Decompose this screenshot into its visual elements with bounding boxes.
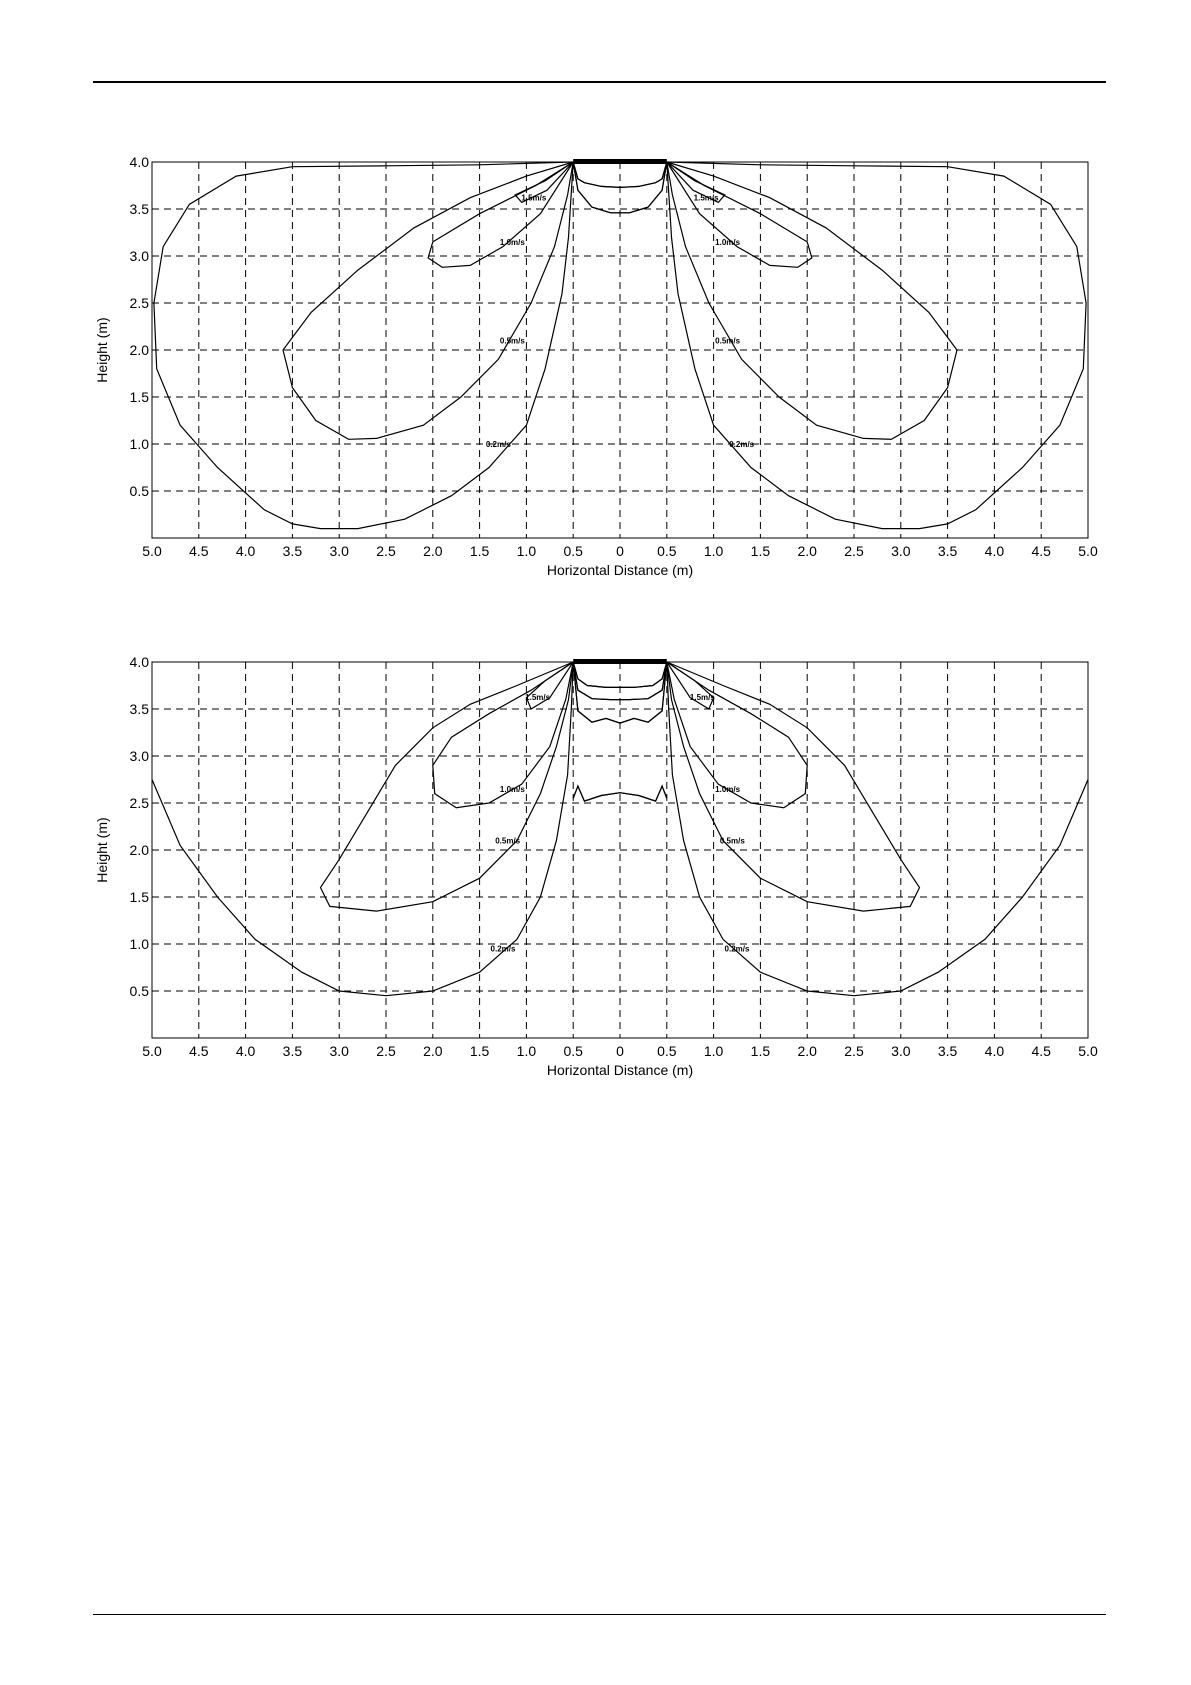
x-tick-label: 1.0 (516, 543, 537, 559)
y-tick-label: 3.5 (129, 201, 149, 217)
contour-label: 1.0m/s (715, 237, 741, 247)
x-tick-label: 3.0 (891, 543, 911, 559)
x-tick-label: 4.0 (984, 1043, 1005, 1059)
contour-chart-2 (0, 640, 1191, 1080)
x-tick-label: 4.0 (235, 543, 256, 559)
x-tick-label: 3.0 (329, 1043, 349, 1059)
y-tick-label: 3.5 (129, 701, 149, 717)
x-tick-label: 2.5 (844, 543, 864, 559)
contour-line-right (667, 162, 957, 439)
x-tick-label: 0.5 (563, 543, 583, 559)
x-tick-label: 1.0 (703, 1043, 724, 1059)
contour-label: 1.0m/s (499, 784, 525, 794)
x-tick-label: 2.0 (423, 1043, 443, 1059)
x-tick-label: 1.0 (516, 1043, 537, 1059)
y-tick-label: 0.5 (129, 983, 149, 999)
x-tick-label: 0.5 (657, 1043, 677, 1059)
y-tick-label: 2.0 (129, 842, 149, 858)
x-tick-label: 2.5 (376, 543, 396, 559)
y-tick-label: 2.5 (129, 795, 149, 811)
contour-label: 0.5m/s (495, 836, 521, 846)
contour-line-right (667, 162, 812, 267)
y-tick-label: 1.0 (129, 936, 149, 952)
x-tick-label: 5.0 (1078, 543, 1098, 559)
contour-label: 1.0m/s (499, 237, 525, 247)
contour-line-right (667, 662, 714, 709)
x-tick-label: 1.0 (703, 543, 724, 559)
contour-label: 1.0m/s (715, 784, 741, 794)
x-tick-label: 4.0 (235, 1043, 256, 1059)
x-tick-label: 3.0 (891, 1043, 911, 1059)
x-tick-label: 5.0 (142, 1043, 162, 1059)
x-tick-label: 0.5 (657, 543, 677, 559)
x-tick-label: 3.5 (937, 543, 958, 559)
contour-label: 0.5m/s (719, 836, 745, 846)
y-tick-label: 1.5 (129, 389, 149, 405)
y-tick-label: 3.0 (129, 748, 149, 764)
x-tick-label: 2.5 (844, 1043, 864, 1059)
ceiling-fixture (573, 659, 667, 664)
contour-line-left (283, 162, 573, 439)
x-axis-title: Horizontal Distance (m) (546, 1062, 694, 1078)
contour-chart-2-svg (0, 640, 1191, 1080)
x-tick-label: 1.5 (469, 543, 490, 559)
y-tick-label: 1.5 (129, 889, 149, 905)
contour-label: 1.5m/s (693, 193, 719, 203)
x-tick-label: 3.5 (937, 1043, 958, 1059)
x-tick-label: 1.5 (750, 1043, 771, 1059)
x-tick-label: 3.0 (329, 543, 349, 559)
x-tick-label: 4.5 (1031, 543, 1051, 559)
x-tick-label: 3.5 (282, 1043, 303, 1059)
x-tick-label: 1.5 (750, 543, 771, 559)
ceiling-fixture (573, 159, 667, 164)
y-axis-title: Height (m) (94, 317, 110, 383)
x-tick-label: 0 (616, 1043, 624, 1059)
x-axis-title: Horizontal Distance (m) (546, 562, 694, 578)
y-axis-title: Height (m) (94, 817, 110, 883)
y-tick-label: 4.0 (129, 154, 149, 170)
contour-label: 1.5m/s (521, 193, 547, 203)
footer-rule (93, 1614, 1106, 1615)
contour-line-left (428, 162, 573, 267)
x-tick-label: 3.5 (282, 543, 303, 559)
y-tick-label: 2.5 (129, 295, 149, 311)
x-tick-label: 5.0 (1078, 1043, 1098, 1059)
x-tick-label: 4.5 (189, 1043, 209, 1059)
x-tick-label: 0 (616, 543, 624, 559)
x-tick-label: 4.5 (189, 543, 209, 559)
contour-label: 1.5m/s (689, 692, 715, 702)
header-rule (93, 81, 1106, 83)
x-tick-label: 5.0 (142, 543, 162, 559)
x-tick-label: 2.0 (423, 543, 443, 559)
contour-label: 0.2m/s (490, 944, 516, 954)
contour-label: 0.5m/s (499, 336, 525, 346)
x-tick-label: 2.5 (376, 1043, 396, 1059)
x-tick-label: 2.0 (797, 1043, 817, 1059)
x-tick-label: 0.5 (563, 1043, 583, 1059)
y-tick-label: 3.0 (129, 248, 149, 264)
contour-chart-1-svg (0, 140, 1191, 580)
y-tick-label: 1.0 (129, 436, 149, 452)
contour-line-left (526, 662, 573, 709)
y-tick-label: 2.0 (129, 342, 149, 358)
x-tick-label: 4.5 (1031, 1043, 1051, 1059)
y-tick-label: 0.5 (129, 483, 149, 499)
contour-label: 0.5m/s (715, 336, 741, 346)
contour-label: 1.5m/s (525, 692, 551, 702)
x-tick-label: 2.0 (797, 543, 817, 559)
y-tick-label: 4.0 (129, 654, 149, 670)
x-tick-label: 4.0 (984, 543, 1005, 559)
contour-label: 0.2m/s (729, 440, 755, 449)
x-tick-label: 1.5 (469, 1043, 490, 1059)
contour-label: 0.2m/s (724, 944, 750, 954)
contour-label: 0.2m/s (485, 440, 511, 449)
contour-chart-1 (0, 140, 1191, 580)
